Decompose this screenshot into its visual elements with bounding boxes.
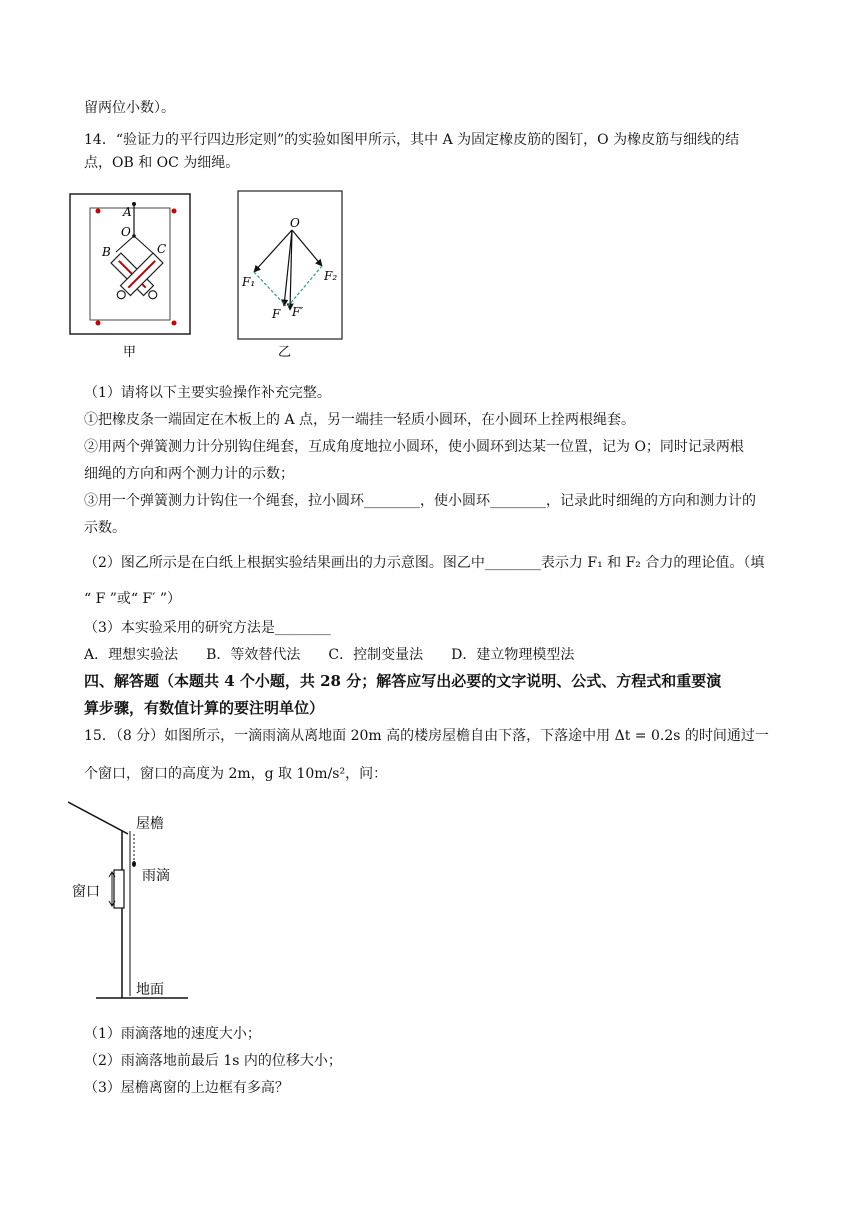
step-3-line-1: ③用一个弹簧测力计钩住一个绳套，拉小圆环________，使小圆环________，记录此时细绳的方向和测力计的: [84, 493, 756, 509]
sub-question-3: （3）本实验采用的研究方法是________: [84, 620, 331, 636]
label-f2: F₂: [324, 269, 338, 283]
caption-yi: 乙: [278, 345, 292, 360]
question-14-line-2: 点，OB 和 OC 为细绳。: [84, 155, 240, 171]
step-2-line-1: ②用两个弹簧测力计分别钩住绳套，互成角度地拉小圆环，使小圆环到达某一位置，记为 O；同时记录两根: [84, 439, 744, 455]
figure-jia: [66, 192, 216, 360]
figure-yi: [234, 188, 346, 360]
step-3-line-2: 示数。: [84, 520, 126, 536]
label-raindrop: 雨滴: [142, 868, 170, 884]
figure-rain: [68, 800, 218, 1004]
label-f-prime: F′: [292, 305, 304, 319]
step-1: ①把橡皮条一端固定在木板上的 A 点，另一端挂一轻质小圆环，在小圆环上拴两根绳套。: [84, 412, 636, 428]
label-f1: F₁: [242, 275, 256, 289]
q15-sub-1: （1）雨滴落地的速度大小；: [84, 1026, 261, 1042]
question-14-line-1: 14．“验证力的平行四边形定则”的实验如图甲所示，其中 A 为固定橡皮筋的图钉，O 为橡皮筋与细线的结: [84, 132, 740, 148]
question-15-line-2: 个窗口，窗口的高度为 2m，g 取 10m/s²，问：: [84, 766, 388, 782]
label-eave: 屋檐: [136, 816, 164, 832]
sub-question-1: （1）请将以下主要实验操作补充完整。: [84, 385, 331, 401]
label-o: O: [121, 225, 131, 239]
choice-options: A．理想实验法 B．等效替代法 C．控制变量法 D．建立物理模型法: [84, 647, 575, 663]
sub-question-2-line-2: “ F ”或“ F′ ”）: [84, 591, 182, 607]
label-ground: 地面: [136, 982, 164, 998]
label-b: B: [102, 245, 111, 259]
question-15-line-1: 15．（8 分）如图所示，一滴雨滴从离地面 20m 高的楼房屋檐自由下落，下落途中用 Δt = 0.2s 的时间通过一: [84, 728, 769, 744]
label-window: 窗口: [72, 884, 100, 900]
label-a: A: [123, 205, 132, 219]
label-o: O: [290, 216, 300, 230]
q15-sub-3: （3）屋檐离窗的上边框有多高？: [84, 1080, 289, 1096]
q15-sub-2: （2）雨滴落地前最后 1s 内的位移大小；: [84, 1053, 342, 1069]
section-heading-line-1: 四、解答题（本题共 4 个小题，共 28 分；解答应写出必要的文字说明、公式、方程式和重要演: [84, 672, 722, 690]
caption-jia: 甲: [123, 345, 137, 360]
label-c: C: [157, 242, 167, 256]
step-2-line-2: 细绳的方向和两个测力计的示数；: [84, 466, 294, 482]
text-line-1: 留两位小数）。: [84, 100, 175, 116]
label-f: F: [272, 307, 281, 321]
sub-question-2-line-1: （2）图乙所示是在白纸上根据实验结果画出的力示意图。图乙中________表示力 F₁ 和 F₂ 合力的理论值。（填: [84, 555, 765, 571]
section-heading-line-2: 算步骤，有数值计算的要注明单位）: [84, 699, 325, 717]
